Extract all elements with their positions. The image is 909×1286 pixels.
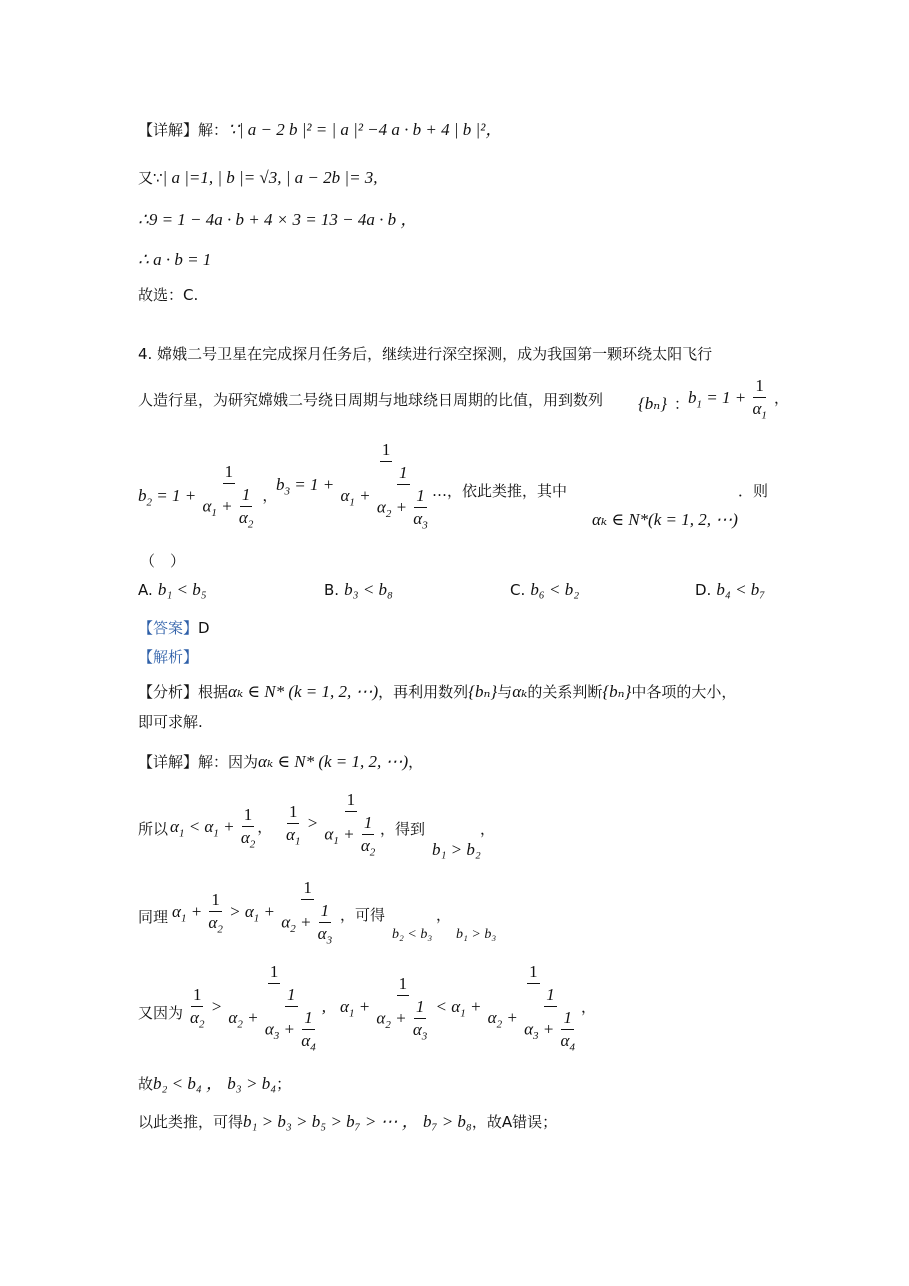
line-a-prefix: 所以 — [138, 820, 169, 838]
line-a-mid: ，得到 — [380, 820, 426, 838]
answer-line — [138, 618, 210, 638]
detail-line-2 — [138, 168, 378, 188]
analysis-line — [138, 647, 198, 667]
condition-alpha: αₖ ∈ N*(k = 1, 2, ⋯) — [592, 510, 738, 529]
b2-formula: $b_2 = 1$ + 1 $\alpha_1$ + $\frac{1}{\alpha_2}$ ， — [138, 462, 278, 531]
line-e-math: b₁ > b₃ > b₅ > b₇ > ⋯ ， b₇ > b₈ — [243, 1112, 472, 1131]
sequence-bn: {bₙ} — [638, 394, 667, 413]
question-text-1: 4. 嫦娥二号卫星在完成探月任务后，继续进行深空探测，成为我国第一颗环绕太阳飞行 — [138, 345, 713, 363]
given-values: | a |=1, | b |= √3, | a − 2b |= 3, — [162, 168, 378, 187]
line-d-prefix: 故 — [138, 1075, 154, 1093]
line-c-ineq2: $\alpha_1$ + 1 $\alpha_2$ + $\frac{1}{\alpha_3}$ < $\alpha_1$ + 1 $\alpha_2$ + 1 $\alpha_3$ + $\frac{1}{\alpha_4}$ ， — [340, 962, 596, 1054]
b1-formula: $b_1 = 1$ + $\frac{1}{\alpha_1}$ ， — [688, 376, 789, 422]
fenxi-label: 【分析】 — [138, 683, 199, 701]
line-d: 故b₂ < b₄ ， b₃ > b₄； — [138, 1074, 292, 1093]
line-b-result2: b₁ > b₃ — [456, 927, 497, 942]
option-c[interactable]: C. b₆ < b₂ — [510, 580, 580, 599]
question-text-3: …，依此类推，其中 — [432, 482, 568, 500]
line-b-prefix: 同理 — [138, 908, 169, 926]
choice-line: 故选：C. — [138, 286, 199, 304]
fenxi-condition: αₖ ∈ N* (k = 1, 2, ⋯) — [228, 682, 379, 701]
line-c-ineq1: $\frac{1}{\alpha_2}$ > 1 $\alpha_2$ + 1 $\alpha_3$ + $\frac{1}{\alpha_4}$ , — [190, 962, 326, 1054]
question-text-4: ．则 — [738, 482, 769, 500]
question-text-2: 人造行星，为研究嫦娥二号绕日周期与地球绕日周期的比值，用到数列 — [138, 391, 604, 409]
formula-substitute: ∴9 = 1 − 4a · b + 4 × 3 = 13 − 4a · b ， — [138, 210, 418, 229]
line-b-ineq: $\alpha_1$ + $\frac{1}{\alpha_2}$ > $\alpha_1$ + 1 $\alpha_2$ + $\frac{1}{\alpha_3}$ — [172, 878, 333, 947]
line-a-ineq2: $\frac{1}{\alpha_1}$ > 1 $\alpha_1$ + $\frac{1}{\alpha_2}$ — [286, 790, 376, 859]
detail2-condition: αₖ ∈ N* (k = 1, 2, ⋯) — [258, 752, 409, 771]
fenxi-line-2: 即可求解. — [138, 713, 203, 731]
answer-value: D — [198, 619, 210, 637]
fenxi-line: 【分析】根据αₖ ∈ N* (k = 1, 2, ⋯)，再利用数列{bₙ}与αₖ的关系判断{bₙ}中各项的大小， — [138, 682, 737, 701]
line-c-prefix: 又因为 — [138, 1004, 184, 1022]
line-b-mid: ，可得 — [340, 906, 386, 924]
line-b-result1: b₂ < b₃ — [392, 927, 433, 942]
line-e-suffix: ，故A错误； — [471, 1113, 558, 1131]
detail-label: 【详解】 — [138, 121, 199, 139]
line-e — [138, 1112, 557, 1132]
line-a-ineq1: $\alpha_1 < \alpha_1$ + $\frac{1}{\alpha_2}$ ， — [170, 805, 273, 851]
analysis-label: 【解析】 — [138, 648, 199, 666]
detail-text: 解： — [198, 121, 229, 139]
line-e-prefix: 以此类推，可得 — [138, 1113, 244, 1131]
option-b[interactable]: B. b₃ < b₈ — [324, 580, 393, 599]
question-line-2 — [138, 390, 603, 410]
option-a[interactable]: A. b₁ < b₅ — [138, 580, 207, 599]
detail2-label: 【详解】 — [138, 753, 199, 771]
formula-expand: ∵| a − 2 b |² = | a |² −4 a · b + 4 | b |²， — [228, 120, 503, 139]
detail-line-4 — [138, 250, 211, 270]
line-d-math: b₂ < b₄ ， b₃ > b₄ — [153, 1074, 277, 1093]
detail-line-3 — [138, 210, 417, 230]
formula-result: ∴ a · b = 1 — [138, 250, 212, 269]
given-prefix: 又∵ — [138, 169, 163, 187]
b3-formula: $b_3 = 1$ + 1 $\alpha_1$ + 1 $\alpha_2$ + $\frac{1}{\alpha_3}$ — [276, 440, 428, 532]
line-a-result: b₁ > b₂ — [432, 840, 481, 859]
detail-line-1 — [138, 120, 502, 140]
answer-label: 【答案】 — [138, 619, 199, 637]
detail2-line: 【详解】解：因为αₖ ∈ N* (k = 1, 2, ⋯)， — [138, 752, 424, 771]
colon: ： — [674, 395, 690, 413]
answer-paren: （ ） — [140, 552, 186, 570]
option-d[interactable]: D. b₄ < b₇ — [695, 580, 766, 599]
